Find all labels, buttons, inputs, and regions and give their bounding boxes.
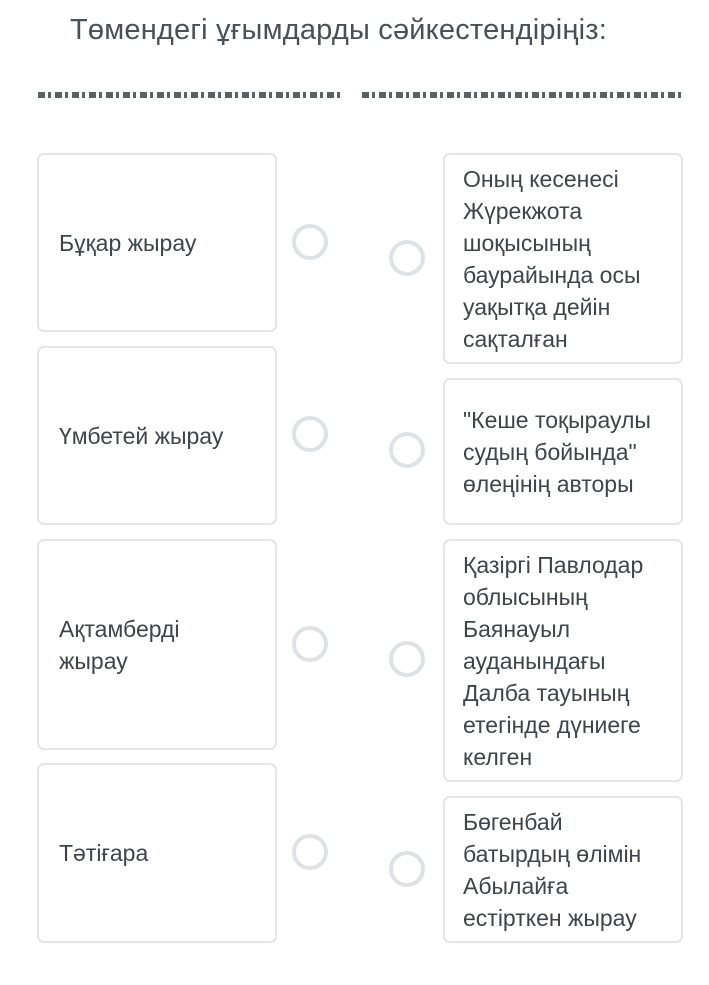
- right-item-label: Бөгенбай батырдың өлімін Абылайға естірткен жырау: [463, 808, 642, 931]
- page-title: Төмендегі ұғымдарды сәйкестендіріңіз:: [70, 14, 607, 46]
- right-item-2-radio[interactable]: [389, 432, 425, 468]
- left-item-1[interactable]: [37, 153, 277, 332]
- right-item-4-radio[interactable]: [389, 851, 425, 887]
- left-item-label: Бұқар жырау: [59, 229, 197, 256]
- left-item-2-radio[interactable]: [292, 416, 328, 452]
- left-item-2[interactable]: [37, 346, 277, 525]
- left-item-label: Ақтамберді жырау: [59, 615, 180, 674]
- left-item-3[interactable]: [37, 539, 277, 750]
- right-item-label: Оның кесенесі Жүрекжота шоқысының баурайында осы уақытқа дейін сақталған: [463, 165, 641, 352]
- right-item-3-radio[interactable]: [389, 641, 425, 677]
- right-item-label: "Кеше тоқыраулы судың бойында" өлеңінің авторы: [463, 406, 651, 497]
- left-item-label: Үмбетей жырау: [59, 422, 224, 449]
- right-item-1-radio[interactable]: [389, 240, 425, 276]
- right-item-1[interactable]: [443, 153, 683, 364]
- left-item-1-radio[interactable]: [292, 224, 328, 260]
- right-item-3[interactable]: [443, 539, 683, 782]
- right-item-4[interactable]: [443, 796, 683, 943]
- left-item-label: Тәтіғара: [59, 840, 149, 866]
- left-item-3-radio[interactable]: [292, 626, 328, 662]
- divider-right: [362, 92, 682, 98]
- divider-left: [38, 92, 343, 98]
- right-item-2[interactable]: [443, 378, 683, 525]
- left-item-4[interactable]: [37, 763, 277, 943]
- right-item-label: Қазіргі Павлодар облысының Баянауыл ауданындағы Далба тауының етегінде дүниеге келген: [463, 551, 644, 770]
- left-item-4-radio[interactable]: [292, 834, 328, 870]
